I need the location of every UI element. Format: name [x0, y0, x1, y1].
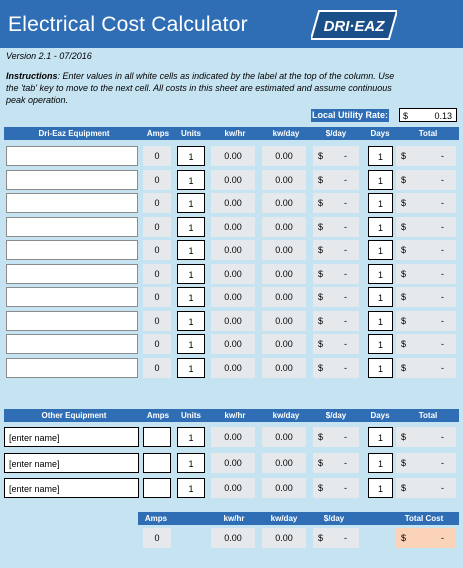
cost-day-value: [313, 240, 359, 260]
table-row: [0, 193, 463, 213]
equipment-dropdown[interactable]: [6, 264, 138, 284]
totals-header-kwday: kw/day: [270, 514, 298, 523]
units-input[interactable]: 1: [177, 453, 205, 473]
currency-symbol: $: [318, 339, 324, 349]
amps-value: 0: [143, 170, 171, 190]
utility-rate-value: 0.13: [434, 111, 452, 121]
cost-day-value: [313, 334, 359, 354]
header-other-equipment: Other Equipment: [41, 411, 107, 420]
total-kwday: 0.00: [262, 528, 306, 548]
days-input[interactable]: 1: [368, 217, 393, 237]
units-input[interactable]: 1: [177, 358, 205, 378]
totals-header-total-cost: Total Cost: [404, 514, 444, 523]
value: -: [344, 268, 347, 279]
total-kwhr: 0.00: [211, 528, 255, 548]
kwhr-value: 0.00: [211, 358, 255, 378]
currency-symbol: $: [318, 221, 324, 232]
kwday-value: 0.00: [262, 478, 306, 498]
days-input[interactable]: 1: [368, 427, 393, 447]
totals-row: [0, 528, 463, 548]
version-label: Version 2.1 - 07/2016: [6, 51, 92, 61]
kwday-value: 0.00: [262, 146, 306, 166]
cost-day-value: [313, 311, 359, 331]
kwhr-value: 0.00: [211, 217, 255, 237]
equipment-dropdown[interactable]: [6, 311, 138, 331]
kwday-value: 0.00: [262, 427, 306, 447]
value: -: [441, 315, 444, 326]
equipment-dropdown[interactable]: [6, 170, 138, 190]
total-value: [396, 264, 456, 284]
header-total: Total: [418, 411, 438, 420]
currency-symbol: $: [318, 174, 324, 185]
header-cost-day: $/day: [325, 411, 347, 420]
totals-header-kwhr: kw/hr: [223, 514, 245, 523]
kwhr-value: 0.00: [211, 334, 255, 354]
currency-symbol: $: [318, 151, 324, 161]
kwhr-value: 0.00: [211, 193, 255, 213]
amps-value: 0: [143, 264, 171, 284]
cost-day-value: [313, 264, 359, 284]
equipment-dropdown[interactable]: [6, 287, 138, 307]
cost-day-value: [313, 287, 359, 307]
kwhr-value: 0.00: [211, 170, 255, 190]
header-kwday: kw/day: [272, 129, 300, 138]
amps-value: 0: [143, 146, 171, 166]
totals-header-amps: Amps: [144, 514, 168, 523]
kwhr-value: 0.00: [211, 427, 255, 447]
days-input[interactable]: 1: [368, 453, 393, 473]
currency-symbol: $: [401, 292, 407, 302]
days-input[interactable]: 1: [368, 240, 393, 260]
amps-value: 0: [143, 217, 171, 237]
amps-input[interactable]: [143, 478, 171, 498]
days-input[interactable]: 1: [368, 311, 393, 331]
table-row: [0, 358, 463, 378]
amps-value: 0: [143, 311, 171, 331]
units-input[interactable]: 1: [177, 311, 205, 331]
cost-day-value: [313, 453, 359, 473]
total-value: [396, 146, 456, 166]
value: -: [344, 533, 347, 543]
value: -: [344, 198, 347, 208]
units-input[interactable]: 1: [177, 193, 205, 213]
currency-symbol: $: [318, 245, 324, 255]
cost-day-value: [313, 146, 359, 166]
units-input[interactable]: 1: [177, 170, 205, 190]
total-value: [396, 287, 456, 307]
amps-value: 0: [143, 287, 171, 307]
value: -: [344, 245, 347, 255]
dri-eaz-header-row: [4, 127, 459, 140]
days-input[interactable]: 1: [368, 264, 393, 284]
units-input[interactable]: 1: [177, 217, 205, 237]
total-value: [396, 453, 456, 473]
utility-rate-label: Local Utility Rate:: [311, 110, 388, 120]
kwday-value: 0.00: [262, 311, 306, 331]
total-value: [396, 170, 456, 190]
table-row: [0, 311, 463, 331]
equipment-dropdown[interactable]: [6, 358, 138, 378]
amps-input[interactable]: [143, 427, 171, 447]
value: -: [441, 432, 444, 442]
value: -: [344, 362, 347, 373]
equipment-dropdown[interactable]: [6, 334, 138, 354]
kwday-value: 0.00: [262, 264, 306, 284]
kwday-value: 0.00: [262, 170, 306, 190]
days-input[interactable]: 1: [368, 287, 393, 307]
value: -: [344, 339, 347, 349]
currency-symbol: $: [318, 198, 324, 208]
units-input[interactable]: 1: [177, 146, 205, 166]
value: -: [344, 315, 347, 326]
value: -: [441, 483, 444, 493]
header-equipment: Dri-Eaz Equipment: [38, 129, 110, 138]
value: -: [344, 483, 347, 493]
units-input[interactable]: 1: [177, 264, 205, 284]
value: -: [441, 151, 444, 161]
kwhr-value: 0.00: [211, 311, 255, 331]
equipment-dropdown[interactable]: [6, 217, 138, 237]
units-input[interactable]: 1: [177, 240, 205, 260]
header-amps: Amps: [146, 129, 170, 138]
total-value: [396, 358, 456, 378]
amps-value: 0: [143, 240, 171, 260]
totals-header-row: [138, 512, 459, 525]
table-row: [0, 453, 463, 473]
total-value: [396, 311, 456, 331]
value: -: [441, 198, 444, 208]
kwhr-value: 0.00: [211, 146, 255, 166]
header-units: Units: [181, 411, 201, 420]
kwhr-value: 0.00: [211, 264, 255, 284]
header-amps: Amps: [146, 411, 170, 420]
instructions-text: [6, 70, 406, 106]
kwday-value: 0.00: [262, 287, 306, 307]
other-header-row: [4, 409, 459, 422]
value: -: [344, 432, 347, 442]
app-title: Electrical Cost Calculator: [8, 13, 248, 36]
currency-symbol: $: [401, 362, 407, 373]
title-banner: [0, 0, 463, 48]
currency-symbol: $: [401, 245, 407, 255]
units-input[interactable]: 1: [177, 427, 205, 447]
kwhr-value: 0.00: [211, 453, 255, 473]
currency-symbol: $: [318, 432, 324, 442]
instructions-label: Instructions: [6, 71, 58, 81]
value: -: [344, 174, 347, 185]
cost-day-value: [313, 427, 359, 447]
total-cost: [396, 528, 456, 548]
days-input[interactable]: 1: [368, 193, 393, 213]
header-kwhr: kw/hr: [224, 129, 246, 138]
header-days: Days: [370, 129, 390, 138]
table-row: [0, 478, 463, 498]
value: -: [441, 362, 444, 373]
value: -: [441, 221, 444, 232]
total-amps: 0: [143, 528, 171, 548]
table-row: [0, 146, 463, 166]
equipment-name-input[interactable]: [enter name]: [4, 478, 139, 498]
value: -: [441, 174, 444, 185]
totals-header-cost-day: $/day: [323, 514, 345, 523]
kwday-value: 0.00: [262, 217, 306, 237]
table-row: [0, 264, 463, 284]
kwhr-value: 0.00: [211, 478, 255, 498]
currency-symbol: $: [318, 533, 324, 543]
value: -: [441, 339, 444, 349]
value: -: [441, 268, 444, 279]
amps-value: 0: [143, 358, 171, 378]
days-input[interactable]: 1: [368, 170, 393, 190]
total-cost-day: [313, 528, 359, 548]
currency-symbol: $: [318, 292, 324, 302]
currency-symbol: $: [318, 483, 324, 493]
equipment-dropdown[interactable]: [6, 146, 138, 166]
days-input[interactable]: 1: [368, 334, 393, 354]
total-value: [396, 217, 456, 237]
cost-day-value: [313, 478, 359, 498]
currency-symbol: $: [401, 174, 407, 185]
value: -: [344, 221, 347, 232]
kwhr-value: 0.00: [211, 240, 255, 260]
currency-symbol: $: [401, 151, 407, 161]
equipment-name-input[interactable]: [enter name]: [4, 453, 139, 473]
kwday-value: 0.00: [262, 453, 306, 473]
currency-symbol: $: [401, 268, 407, 279]
header-days: Days: [370, 411, 390, 420]
total-value: [396, 478, 456, 498]
instructions-body: : Enter values in all white cells as indicated by the label at the top of the column. Use the 'tab' key to move to the next cell. All costs in this sheet are estimated and assume continuous peak operation.: [6, 71, 395, 105]
header-total: Total: [418, 129, 438, 138]
table-row: [0, 287, 463, 307]
amps-value: 0: [143, 193, 171, 213]
kwhr-value: 0.00: [211, 287, 255, 307]
units-input[interactable]: 1: [177, 287, 205, 307]
kwday-value: 0.00: [262, 240, 306, 260]
equipment-name-input[interactable]: [enter name]: [4, 427, 139, 447]
currency-symbol: $: [401, 221, 407, 232]
currency-symbol: $: [401, 432, 407, 442]
days-input[interactable]: 1: [368, 478, 393, 498]
header-kwday: kw/day: [272, 411, 300, 420]
value: -: [441, 457, 444, 468]
kwday-value: 0.00: [262, 358, 306, 378]
table-row: [0, 240, 463, 260]
value: -: [344, 457, 347, 468]
currency-symbol: $: [401, 198, 407, 208]
value: -: [441, 533, 444, 543]
utility-rate-currency: $: [403, 111, 409, 121]
currency-symbol: $: [318, 362, 324, 373]
cost-day-value: [313, 170, 359, 190]
amps-value: 0: [143, 334, 171, 354]
currency-symbol: $: [401, 483, 407, 493]
units-input[interactable]: 1: [177, 334, 205, 354]
days-input[interactable]: 1: [368, 358, 393, 378]
currency-symbol: $: [401, 339, 407, 349]
value: -: [344, 151, 347, 161]
table-row: [0, 217, 463, 237]
value: -: [441, 245, 444, 255]
cost-day-value: [313, 193, 359, 213]
currency-symbol: $: [318, 457, 324, 468]
utility-rate-input[interactable]: [399, 108, 457, 122]
total-value: [396, 427, 456, 447]
cost-day-value: [313, 358, 359, 378]
table-row: [0, 170, 463, 190]
currency-symbol: $: [318, 268, 324, 279]
header-kwhr: kw/hr: [224, 411, 246, 420]
days-input[interactable]: 1: [368, 146, 393, 166]
dri-eaz-logo: [311, 10, 397, 40]
total-value: [396, 334, 456, 354]
value: -: [441, 292, 444, 302]
currency-symbol: $: [401, 315, 407, 326]
total-value: [396, 193, 456, 213]
kwday-value: 0.00: [262, 334, 306, 354]
amps-input[interactable]: [143, 453, 171, 473]
header-units: Units: [181, 129, 201, 138]
table-row: [0, 334, 463, 354]
total-value: [396, 240, 456, 260]
value: -: [344, 292, 347, 302]
equipment-dropdown[interactable]: [6, 240, 138, 260]
currency-symbol: $: [318, 315, 324, 326]
equipment-dropdown[interactable]: [6, 193, 138, 213]
currency-symbol: $: [401, 457, 407, 468]
table-row: [0, 427, 463, 447]
logo-text: DRI·EAZ: [323, 18, 385, 35]
header-cost-day: $/day: [325, 129, 347, 138]
kwday-value: 0.00: [262, 193, 306, 213]
cost-day-value: [313, 217, 359, 237]
currency-symbol: $: [401, 533, 407, 543]
units-input[interactable]: 1: [177, 478, 205, 498]
